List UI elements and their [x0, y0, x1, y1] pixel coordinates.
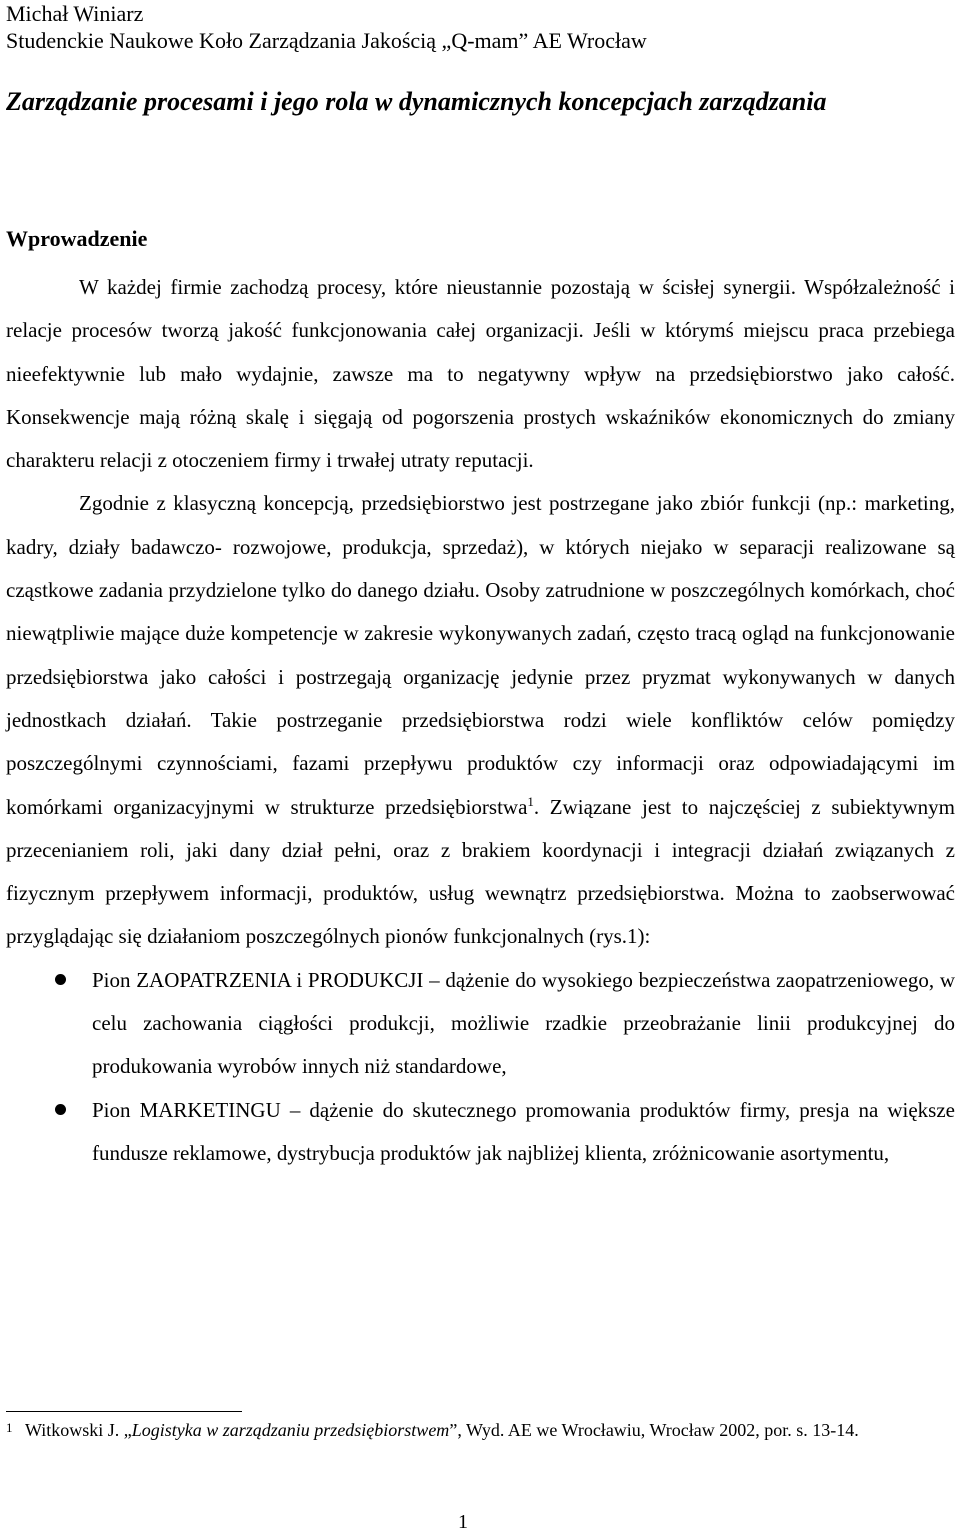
footnote-reference[interactable]: 1 — [527, 793, 534, 809]
section-heading: Wprowadzenie — [6, 226, 148, 251]
footnote-separator — [6, 1411, 242, 1412]
bullet-text: Pion MARKETINGU – dążenie do skutecznego promowania produktów firmy, presja na większe fundusze reklamowe, dystrybucja produktów jak najbliżej klienta, zróżnicowanie asortymentu, — [92, 1097, 955, 1165]
bullet-item — [6, 1089, 955, 1176]
author-name: Michał Winiarz — [6, 1, 144, 26]
footnote-open-quote: „ — [123, 1420, 132, 1440]
paragraph-2-text-b: . Związane jest to najczęściej z subiektywnym przecenianiem roli, jaki dany dział pełni, oraz z brakiem koordynacji i integracji działań związanych z fizycznym przepływem informacji, produktów, usług wewnątrz przedsiębiorstwa. Można to zaobserwować przyglądając się działaniom poszczególnych pionów funkcjonalnych (rys.1): — [6, 794, 955, 949]
body-text — [6, 266, 955, 1175]
footnote-book-title: Logistyka w zarządzaniu przedsiębiorstwem — [131, 1420, 450, 1440]
bullet-text: Pion ZAOPATRZENIA i PRODUKCJI – dążenie do wysokiego bezpieczeństwa zaopatrzeniowego, w celu zachowania ciągłości produkcji, możliwie rzadkie przeobrażanie linii produkcyjnej do produkowania wyrobów innych niż standardowe, — [92, 967, 955, 1079]
page-number: 1 — [458, 1511, 468, 1533]
paragraph-2 — [6, 482, 955, 958]
paragraph-1: W każdej firmie zachodzą procesy, które nieustannie pozostają w ścisłej synergii. Współzależność i relacje procesów tworzą jakość funkcjonowania całej organizacji. Jeśli w którymś miejscu praca przebiega nieefektywnie lub mało wydajnie, zawsze ma to negatywny wpływ na przedsiębiorstwo jako całość. Konsekwencje mają różną skalę i sięgają od pogorszenia prostych wskaźników ekonomicznych do zmiany charakteru relacji z otoczeniem firmy i trwałej utraty reputacji. — [6, 275, 955, 473]
paragraph-2-text-a: Zgodnie z klasyczną koncepcją, przedsiębiorstwo jest postrzegane jako zbiór funkcji (np.: marketing, kadry, działy badawczo- rozwojowe, produkcja, sprzedaż), w których niejako w separacji realizowane są cząstkowe zadania przydzielone tylko do danego działu. Osoby zatrudnione w poszczególnych komórkach, choć niewątpliwie mające duże kompetencje w zakresie wykonywanych zadań, często tracą ogląd na funkcjonowanie przedsiębiorstwa jako całości i postrzegają organizację jedynie przez pryzmat wykonywanych w danych jednostkach działań. Takie postrzeganie przedsiębiorstwa rodzi wiele konfliktów celów pomiędzy poszczególnymi czynnościami, fazami przepływu produktów czy informacji oraz odpowiadającymi im komórkami organizacyjnymi w strukturze przedsiębiorstwa — [6, 491, 955, 819]
footnote-publisher: , Wyd. AE we Wrocławiu, Wrocław 2002, por. s. 13-14. — [457, 1420, 859, 1440]
footnote — [6, 1418, 956, 1442]
bullet-list — [6, 959, 955, 1175]
footnote-close-quote: ” — [449, 1420, 458, 1440]
bullet-dot-icon — [55, 1104, 66, 1115]
author-block — [6, 0, 647, 54]
bullet-item — [6, 959, 955, 1089]
document-title: Zarządzanie procesami i jego rola w dynamicznych koncepcjach zarządzania — [6, 87, 827, 116]
footnote-text — [25, 1418, 953, 1442]
author-affiliation: Studenckie Naukowe Koło Zarządzania Jakością „Q-mam” AE Wrocław — [6, 28, 647, 53]
bullet-dot-icon — [55, 974, 66, 985]
footnote-author: Witkowski J. — [25, 1420, 124, 1440]
footnote-number: 1 — [6, 1420, 13, 1435]
